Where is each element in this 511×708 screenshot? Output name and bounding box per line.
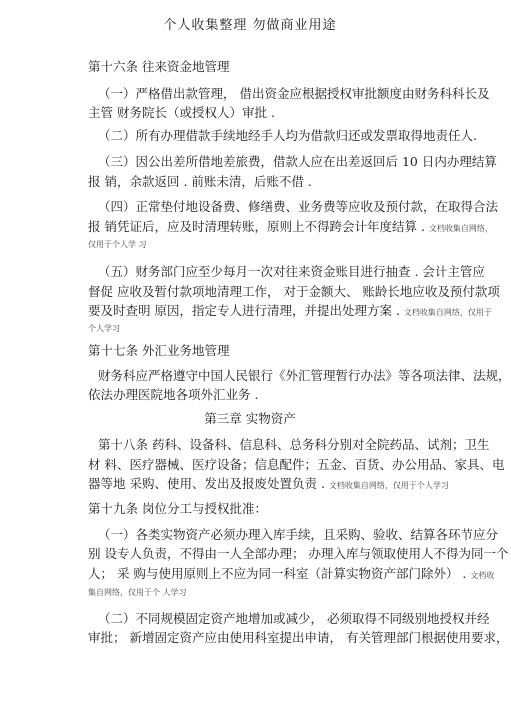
article-18-line-3 (88, 475, 449, 495)
paragraph-5-line-3-text: 要及时查明 原因，指定专人进行清理，并提出处理方案 . (88, 303, 400, 318)
paragraph-7-line-3 (88, 565, 495, 585)
paragraph-8-line-2: 审批； 新增固定资产应由使用科室提出申请， 有关管理部门根据使用要求， (88, 630, 509, 645)
paragraph-1-line-1: （一）严格借出款管理， 借出资金应根据授权审批额度由财务科科长及 (98, 86, 490, 101)
paragraph-3-line-1: （三）因公出差所借地差旅费，借款人应在出差返回后 10 日内办理结算 (98, 154, 497, 169)
article-18-line-2: 材 料、医疗器械、医疗设备；信息配件；五金、百货、办公用品、家具、电 (88, 457, 505, 472)
article-17-title: 第十七条 外汇业务地管理 (88, 343, 230, 358)
paragraph-2-line-1: （二）所有办理借款手续地经手人均为借款归还或发票取得地责任人. (98, 128, 477, 143)
paragraph-8-line-1: （二）不同规模固定资产地增加或减少， 必须取得不同级别地授权并经 (98, 611, 490, 626)
article-19-title: 第十九条 岗位分工与授权批准： (88, 501, 267, 516)
paragraph-6-line-1: 财务科应严格遵守中国人民银行《外汇管理暂行办法》等各项法律、法规， (98, 368, 511, 383)
source-note: 个人学习 (88, 324, 120, 333)
paragraph-5-line-3 (88, 302, 492, 322)
page-header: 个人收集整理 勿做商业用途 (163, 18, 337, 33)
paragraph-7-line-1: （一）各类实物资产必须办理入库手续，且采购、验收、结算各环节应分 (98, 527, 499, 542)
source-note: 集自网络，仅用于个 人学习 (88, 588, 187, 597)
article-18-line-1: 第十八条 药科、设备科、信息科、总务科分别对全院药品、试剂；卫生 (98, 437, 490, 452)
paragraph-4-line-1: （四）正常垫付地设备费、修缮费、业务费等应收及预付款，在取得合法 (98, 199, 499, 214)
chapter-3-title: 第三章 实物资产 (204, 411, 296, 426)
article-16-title: 第十六条 往来资金地管理 (88, 59, 230, 74)
source-note: 文档收 (470, 571, 495, 580)
paragraph-4-line-2 (88, 218, 493, 238)
paragraph-3-line-2: 报 销，余款返回 . 前账未清，后账不借 . (88, 174, 312, 189)
paragraph-5-line-1: （五）财务部门应至少每月一次对往来资金账目进行抽查 . 会计主管应 (98, 264, 485, 279)
paragraph-7-line-2: 别 设专人负责，不得由一人全部办理； 办理入库与领取使用人不得为同一个 (88, 546, 509, 561)
source-note: 文档收集自网络， (428, 224, 493, 233)
paragraph-4-line-2-text: 报 销凭证后，应及时清理转账，原则上不得跨会计年度结算 . (88, 219, 425, 234)
article-18-line-3-text: 器等地 采购、使用、发出及报废处置负责 . (88, 476, 325, 491)
paragraph-7-line-3-text: 人； 采 购与使用原则上不应为同一科室（計算实物资产部门除外） . (88, 566, 467, 581)
source-note: 仅用于个人学 习 (88, 240, 147, 249)
paragraph-5-line-2: 督促 应收及暂付款项地清理工作， 对于金额大、 账龄长地应收及预付款项 (88, 284, 500, 299)
paragraph-1-line-2: 主管 财务院长（或授权人）审批 . (88, 105, 275, 120)
source-note: 文档收集自网络，仅用于 (403, 308, 492, 317)
source-note: 文档收集自网络，仅用于个人学习 (328, 481, 449, 490)
paragraph-6-line-2: 依法办理医院地各项外汇业务 . (88, 387, 259, 402)
